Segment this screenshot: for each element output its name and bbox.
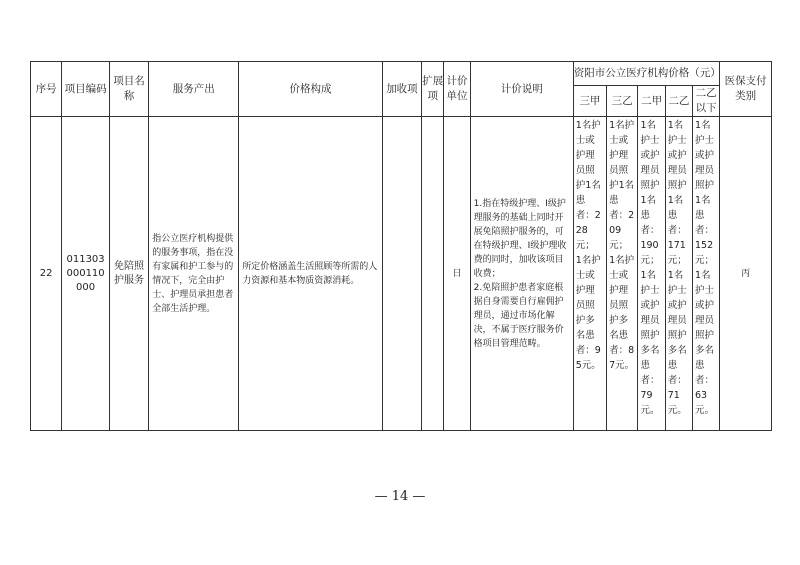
cell-service: 指公立医疗机构提供的服务事项，指在没有家属和护工参与的情况下，完全由护士、护理员承担患者全部生活护理。 [149, 117, 239, 431]
table-row [31, 117, 772, 431]
header-service: 服务产出 [149, 62, 239, 117]
cell-insurance: 丙 [720, 117, 772, 431]
header-unit: 计价单位 [444, 62, 470, 117]
cell-price-eryi [665, 117, 692, 431]
header-seq: 序号 [31, 62, 62, 117]
cell-seq: 22 [31, 117, 62, 431]
price-single: 1名护士或护理员照护1名患者：152元； [695, 120, 715, 266]
header-extra: 加收项 [382, 62, 421, 117]
price-multiple: 1名护士或护理员照护多名患者：79元。 [640, 270, 660, 416]
cell-note [470, 117, 573, 431]
price-multiple: 1名护士或护理员照护多名患者：95元。 [575, 255, 601, 371]
cell-price-sanyi [607, 117, 638, 431]
price-single: 1名护士或护理员照护1名患者：190元； [640, 120, 660, 266]
header-ext: 扩展项 [422, 62, 444, 117]
header-grade-erjia: 二甲 [638, 86, 665, 117]
cell-code: 011303000110000 [62, 117, 110, 431]
note-item-1: 1.指在特级护理、Ⅰ级护理服务的基础上同时开展免陪照护服务的，可在特级护理、Ⅰ级护理收费的同时，加收该项目收费； [473, 198, 567, 279]
header-price-group: 资阳市公立医疗机构价格（元） [573, 62, 720, 86]
cell-name: 免陪照护服务 [109, 117, 148, 431]
header-grade-sanyi: 三乙 [607, 86, 638, 117]
cell-price-sanjia [573, 117, 606, 431]
header-grade-eryi: 二乙 [665, 86, 692, 117]
cell-price-below [693, 117, 720, 431]
price-single: 1名护士或护理员照护1名患者：209元； [609, 120, 635, 251]
cell-extra [382, 117, 421, 431]
header-composition: 价格构成 [239, 62, 383, 117]
header-name: 项目名称 [109, 62, 148, 117]
price-multiple: 1名护士或护理员照护多名患者：87元。 [609, 255, 635, 371]
header-row-1 [31, 62, 772, 86]
header-insurance: 医保支付类别 [720, 62, 772, 117]
header-code: 项目编码 [62, 62, 110, 117]
price-table [30, 61, 772, 431]
price-single: 1名护士或护理员照护1名患者：171元； [667, 120, 687, 266]
header-grade-below: 二乙以下 [693, 86, 720, 117]
cell-composition: 所定价格涵盖生活照顾等所需的人力资源和基本物质资源消耗。 [239, 117, 383, 431]
price-multiple: 1名护士或护理员照护多名患者：63元。 [695, 270, 715, 416]
page-number: — 14 — [374, 489, 426, 504]
cell-price-erjia [638, 117, 665, 431]
header-grade-sanjia: 三甲 [573, 86, 606, 117]
price-multiple: 1名护士或护理员照护多名患者：71元。 [667, 270, 687, 416]
price-single: 1名护士或护理员照护1名患者：228元； [575, 120, 601, 251]
note-item-2: 2.免陪照护患者家庭根据自身需要自行雇佣护理员，通过市场化解决，不属于医疗服务价格项目管理范畴。 [473, 282, 564, 349]
cell-unit: 日 [444, 117, 470, 431]
header-note: 计价说明 [470, 62, 573, 117]
cell-ext [422, 117, 444, 431]
